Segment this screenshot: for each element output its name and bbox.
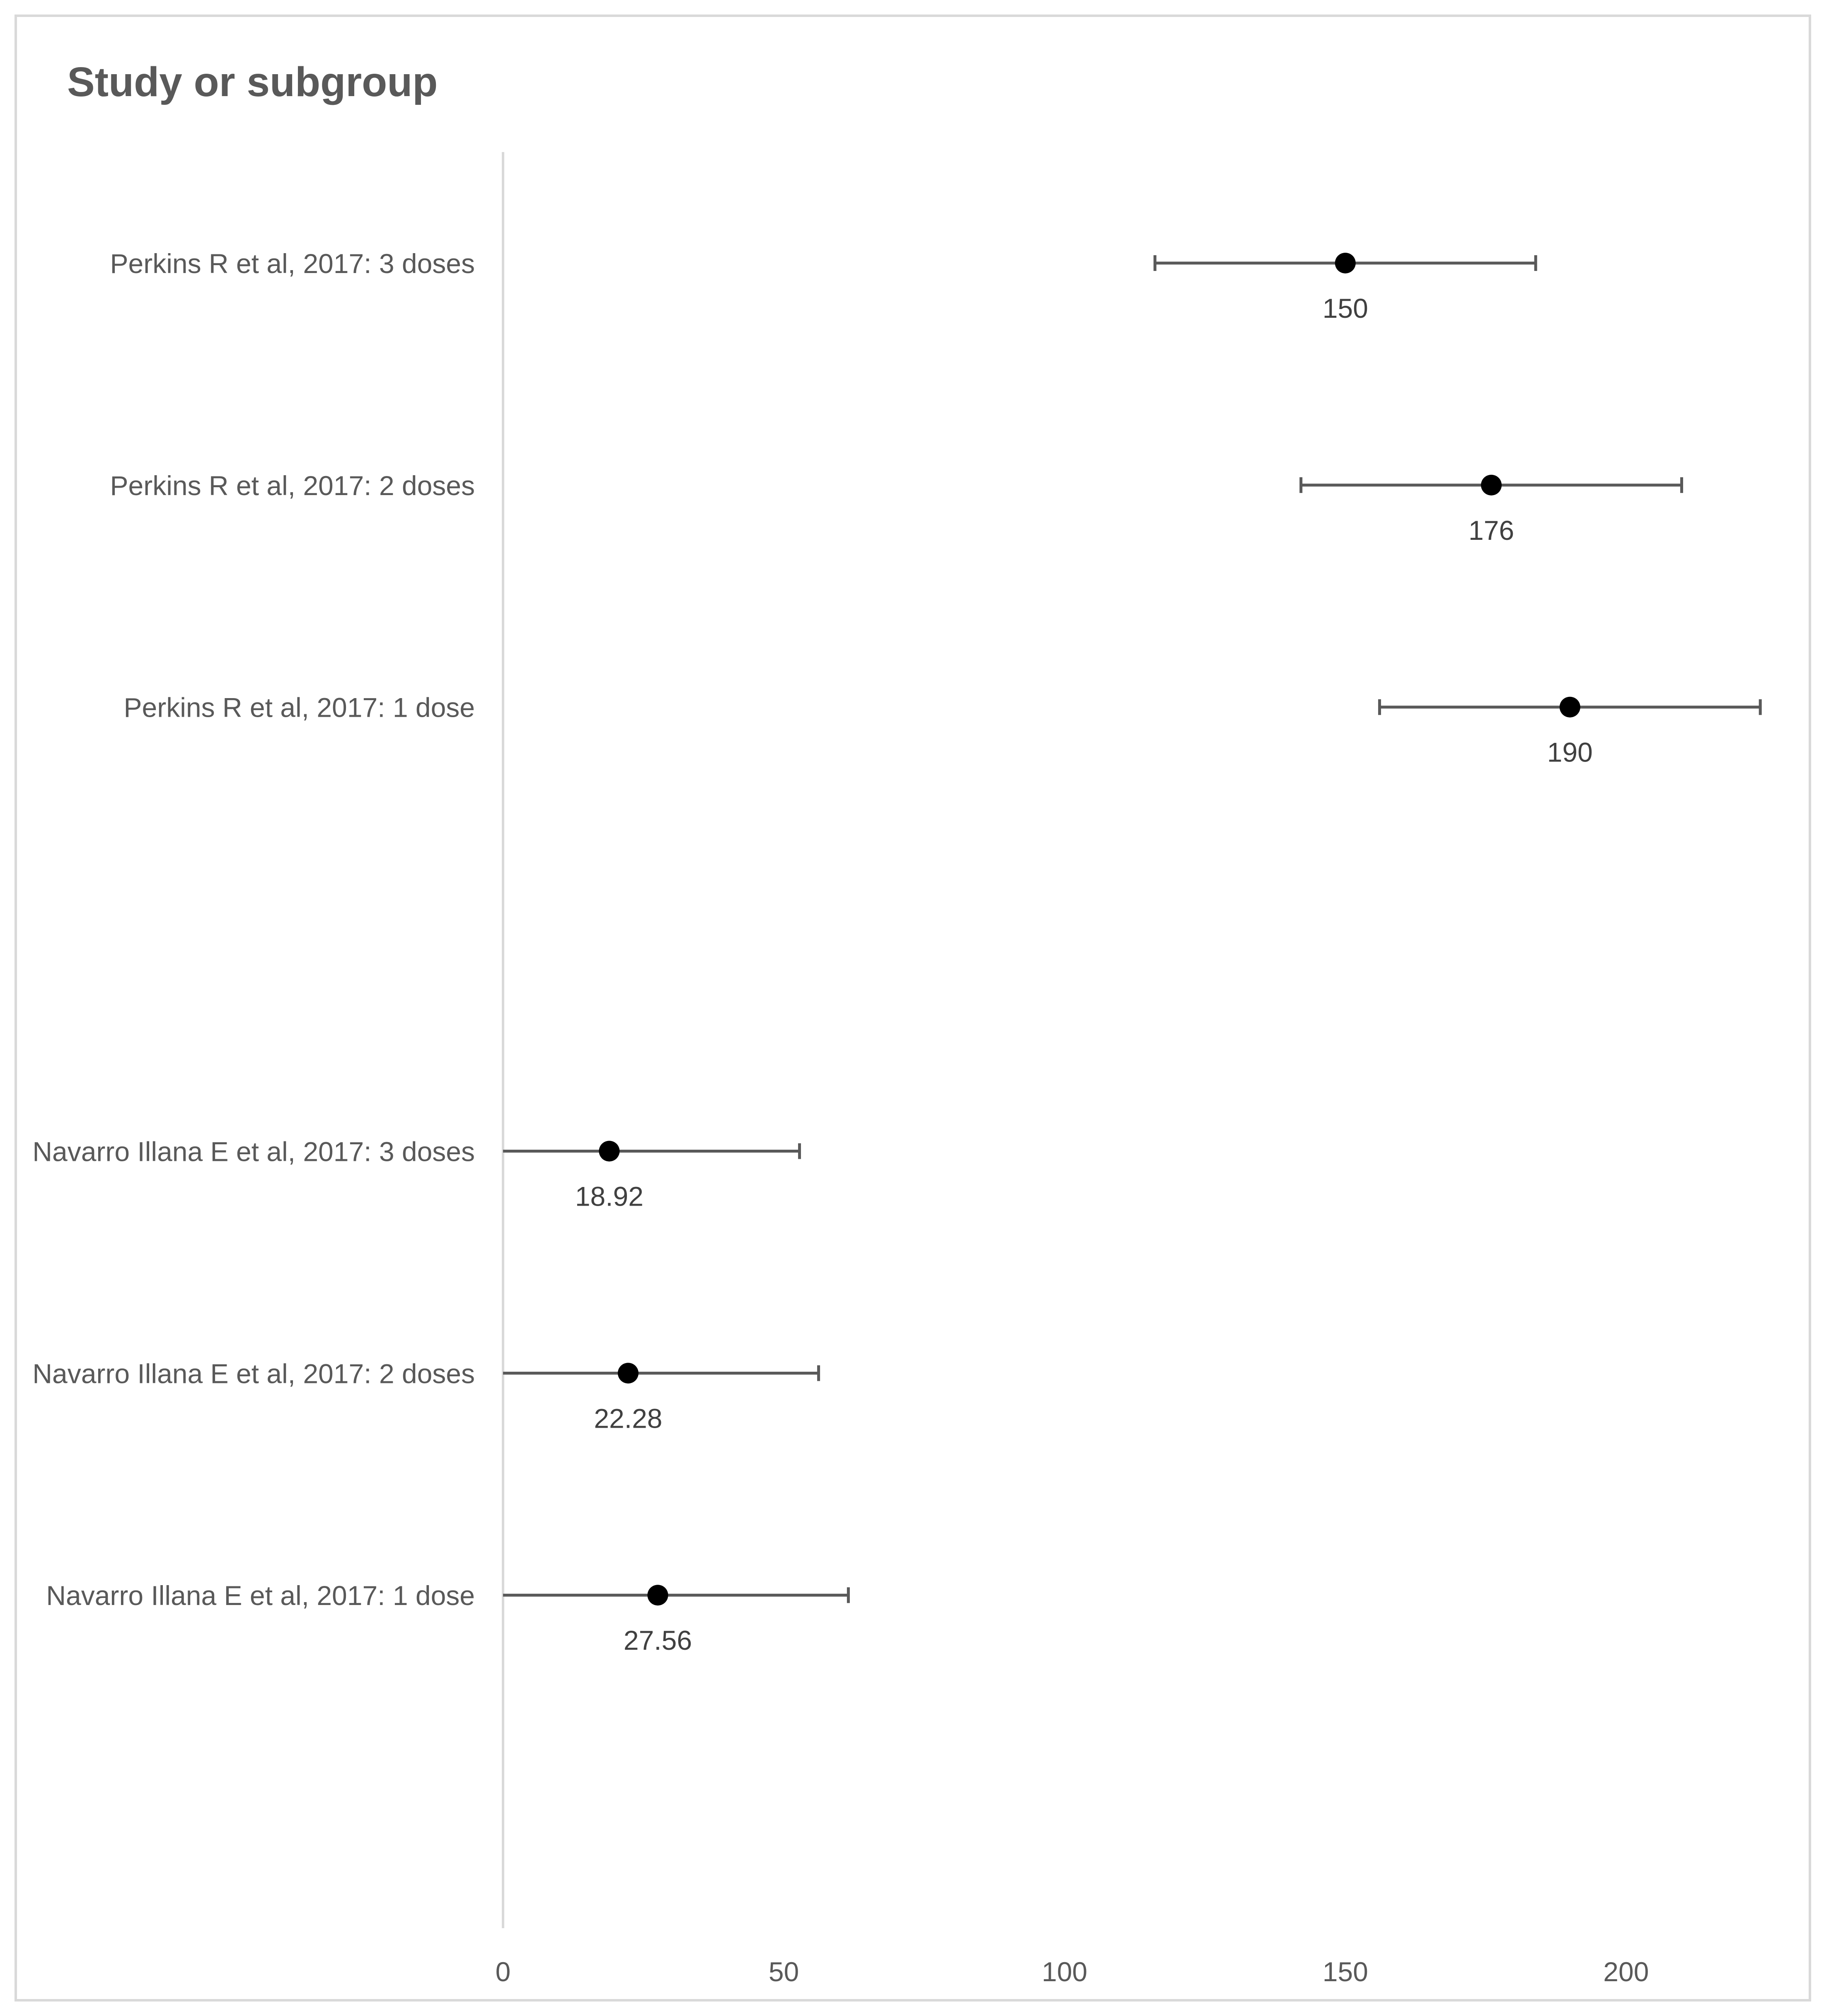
data-point-marker [647, 1585, 668, 1605]
data-point-marker [1335, 253, 1356, 273]
data-point-marker [1481, 475, 1502, 496]
x-tick-label: 0 [495, 1956, 511, 1987]
data-point-marker [618, 1363, 639, 1383]
y-category-label: Navarro Illana E et al, 2017: 3 doses [32, 1136, 475, 1167]
x-tick-label: 100 [1042, 1956, 1088, 1987]
chart-border [16, 16, 1810, 2000]
y-category-label: Navarro Illana E et al, 2017: 2 doses [32, 1358, 475, 1389]
x-tick-label: 50 [768, 1956, 799, 1987]
y-category-label: Navarro Illana E et al, 2017: 1 dose [46, 1580, 475, 1611]
y-category-label: Perkins R et al, 2017: 2 doses [110, 470, 475, 501]
data-label: 18.92 [575, 1181, 643, 1212]
data-label: 176 [1468, 515, 1514, 546]
data-label: 27.56 [623, 1625, 692, 1656]
data-label: 22.28 [594, 1403, 663, 1434]
data-label: 150 [1322, 292, 1368, 324]
y-category-label: Perkins R et al, 2017: 1 dose [123, 692, 475, 723]
x-tick-label: 150 [1322, 1956, 1368, 1987]
data-point-marker [599, 1141, 619, 1161]
data-point-marker [1560, 697, 1580, 718]
x-tick-label: 200 [1603, 1956, 1649, 1987]
y-category-label: Perkins R et al, 2017: 3 doses [110, 248, 475, 279]
data-label: 190 [1547, 737, 1593, 768]
chart-title: Study or subgroup [67, 59, 438, 105]
